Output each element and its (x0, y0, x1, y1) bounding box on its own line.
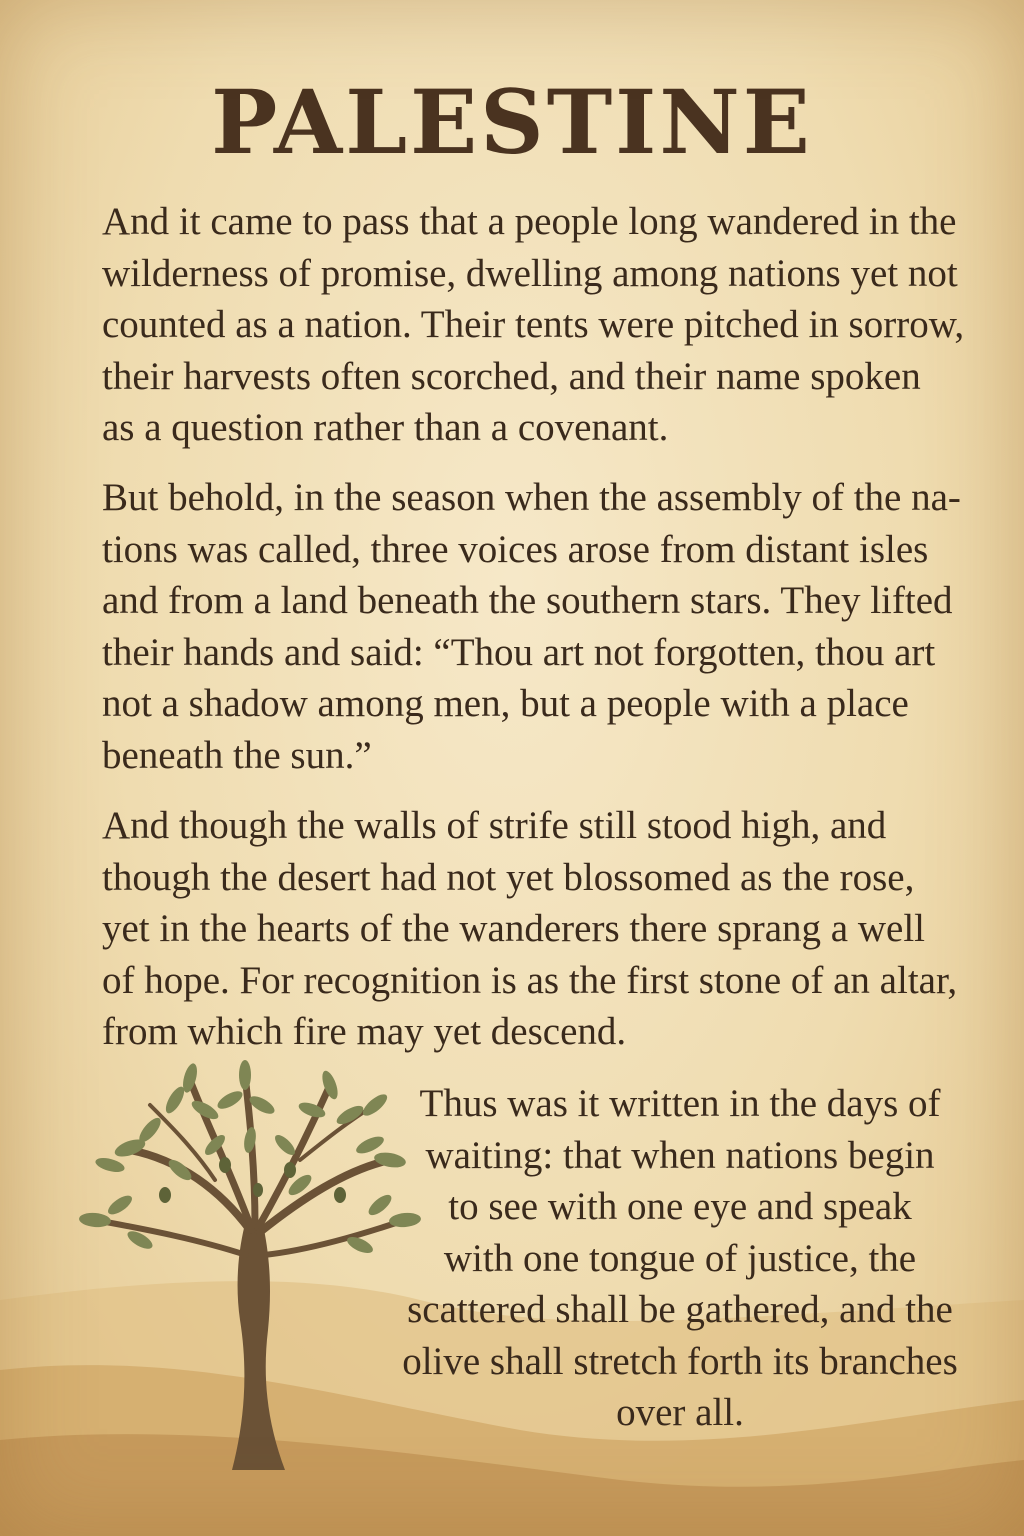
paragraph-4: Thus was it written in the days of waiting: that when nations begin to see with one eye and speak with one tongue of justice, the scattered shall be gathered, and the olive shall stretch forth its branches over all. (402, 1082, 958, 1434)
paragraph-3: And though the walls of strife still stood high, and though the desert had not yet blossomed as the rose, yet in the hearts of the wanderers there sprang a well of hope. For recognition is as the first stone of an altar, from which fire may yet descend. (102, 804, 958, 1053)
page-title: PALESTINE (211, 70, 813, 174)
paragraph-2: But behold, in the season when the assembly of the na- tions was called, three voices arose from distant isles and from a land beneath the southern stars. They lifted their hands and said: “Thou art not forgotten, thou art not a shadow among men, but a people with a place beneath the sun.” (102, 476, 961, 777)
paragraph-1: And it came to pass that a people long wandered in the wilderness of promise, dwelling among nations yet not counted as a nation. Their tents were pitched in sorrow, their harvests often scorched, and their name spoken as a question rather than a covenant. (102, 200, 965, 449)
